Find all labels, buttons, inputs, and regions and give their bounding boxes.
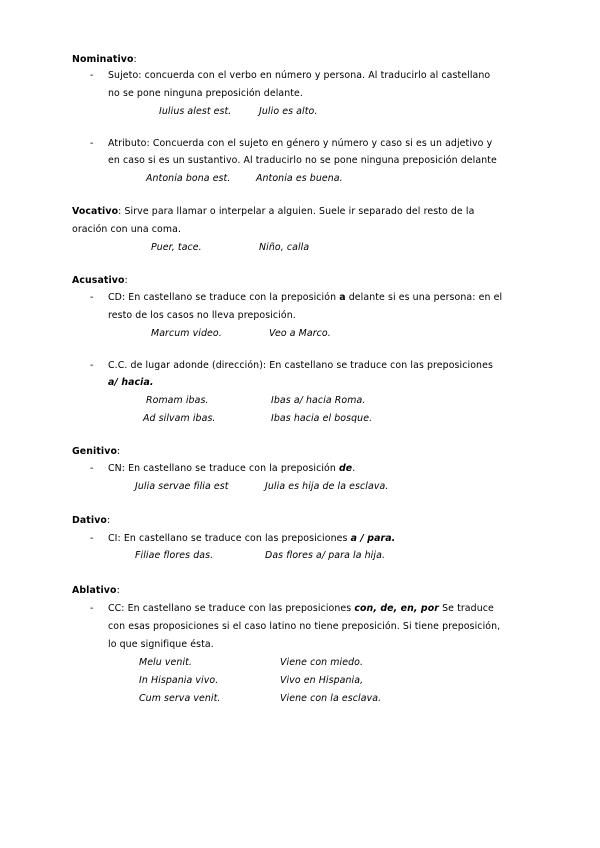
example-spanish: Julia es hija de la esclava.	[265, 481, 389, 492]
cd-line-2: resto de los casos no lleva preposición.	[108, 310, 296, 321]
vocativo-line-2: oración con una coma.	[72, 224, 182, 235]
section-heading-vocativo: Vocativo	[72, 206, 119, 217]
list-bullet: -	[90, 138, 94, 149]
example-latin: Melu venit.	[139, 657, 193, 668]
example-latin: Romam ibas.	[146, 395, 209, 406]
section-heading-nominativo: Nominativo:	[72, 54, 137, 65]
example-latin: Filiae flores das.	[135, 550, 214, 561]
example-spanish: Viene con miedo.	[280, 657, 364, 668]
list-bullet: -	[90, 360, 94, 371]
example-spanish: Vivo en Hispania,	[280, 675, 364, 686]
list-bullet: -	[90, 463, 94, 474]
section-heading-genitivo: Genitivo:	[72, 446, 121, 457]
atributo-line-2: en caso si es un sustantivo. Al traducirlo no se pone ninguna preposición delante	[108, 155, 497, 166]
cc-lugar-line-1: C.C. de lugar adonde (dirección): En castellano se traduce con las preposiciones	[108, 360, 493, 371]
example-spanish: Niño, calla	[259, 242, 310, 253]
sujeto-line-1: Sujeto: concuerda con el verbo en número y persona. Al traducirlo al castellano	[108, 70, 491, 81]
section-heading-acusativo: Acusativo:	[72, 275, 128, 286]
example-spanish: Veo a Marco.	[269, 328, 331, 339]
example-latin: Julia servae filia est	[135, 481, 229, 492]
cc-ablativo-line-2: con esas proposiciones si el caso latino no tiene preposición. Si tiene preposición,	[108, 621, 501, 632]
section-heading-dativo: Dativo:	[72, 515, 111, 526]
cc-ablativo-line-3: lo que signifique ésta.	[108, 639, 214, 650]
list-bullet: -	[90, 533, 94, 544]
example-latin: Antonia bona est.	[146, 173, 231, 184]
vocativo-line-1: Vocativo: Sirve para llamar o interpelar a alguien. Suele ir separado del resto de la	[72, 206, 475, 217]
example-latin: Iulius alest est.	[159, 106, 232, 117]
example-spanish: Antonia es buena.	[256, 173, 343, 184]
example-spanish: Ibas a/ hacia Roma.	[271, 395, 366, 406]
list-bullet: -	[90, 70, 94, 81]
example-latin: Cum serva venit.	[139, 693, 221, 704]
example-spanish: Das flores a/ para la hija.	[265, 550, 386, 561]
sujeto-line-2: no se pone ninguna preposición delante.	[108, 88, 304, 99]
example-latin: In Hispania vivo.	[139, 675, 219, 686]
list-bullet: -	[90, 603, 94, 614]
example-latin: Ad silvam ibas.	[143, 413, 216, 424]
cn-line-1: CN: En castellano se traduce con la preposición de.	[108, 463, 356, 474]
section-heading-ablativo: Ablativo:	[72, 585, 120, 596]
cc-ablativo-line-1: CC: En castellano se traduce con las preposiciones con, de, en, por Se traduce	[108, 603, 494, 614]
ci-line-1: CI: En castellano se traduce con las preposiciones a / para.	[108, 533, 396, 544]
atributo-line-1: Atributo: Concuerda con el sujeto en género y número y caso si es un adjetivo y	[108, 138, 493, 149]
cd-line-1: CD: En castellano se traduce con la preposición a delante si es una persona: en el	[108, 292, 503, 303]
example-spanish: Ibas hacia el bosque.	[271, 413, 373, 424]
example-spanish: Viene con la esclava.	[280, 693, 382, 704]
list-bullet: -	[90, 292, 94, 303]
example-spanish: Julio es alto.	[259, 106, 318, 117]
cc-lugar-line-2: a/ hacia.	[108, 377, 154, 388]
example-latin: Marcum video.	[151, 328, 222, 339]
example-latin: Puer, tace.	[151, 242, 202, 253]
